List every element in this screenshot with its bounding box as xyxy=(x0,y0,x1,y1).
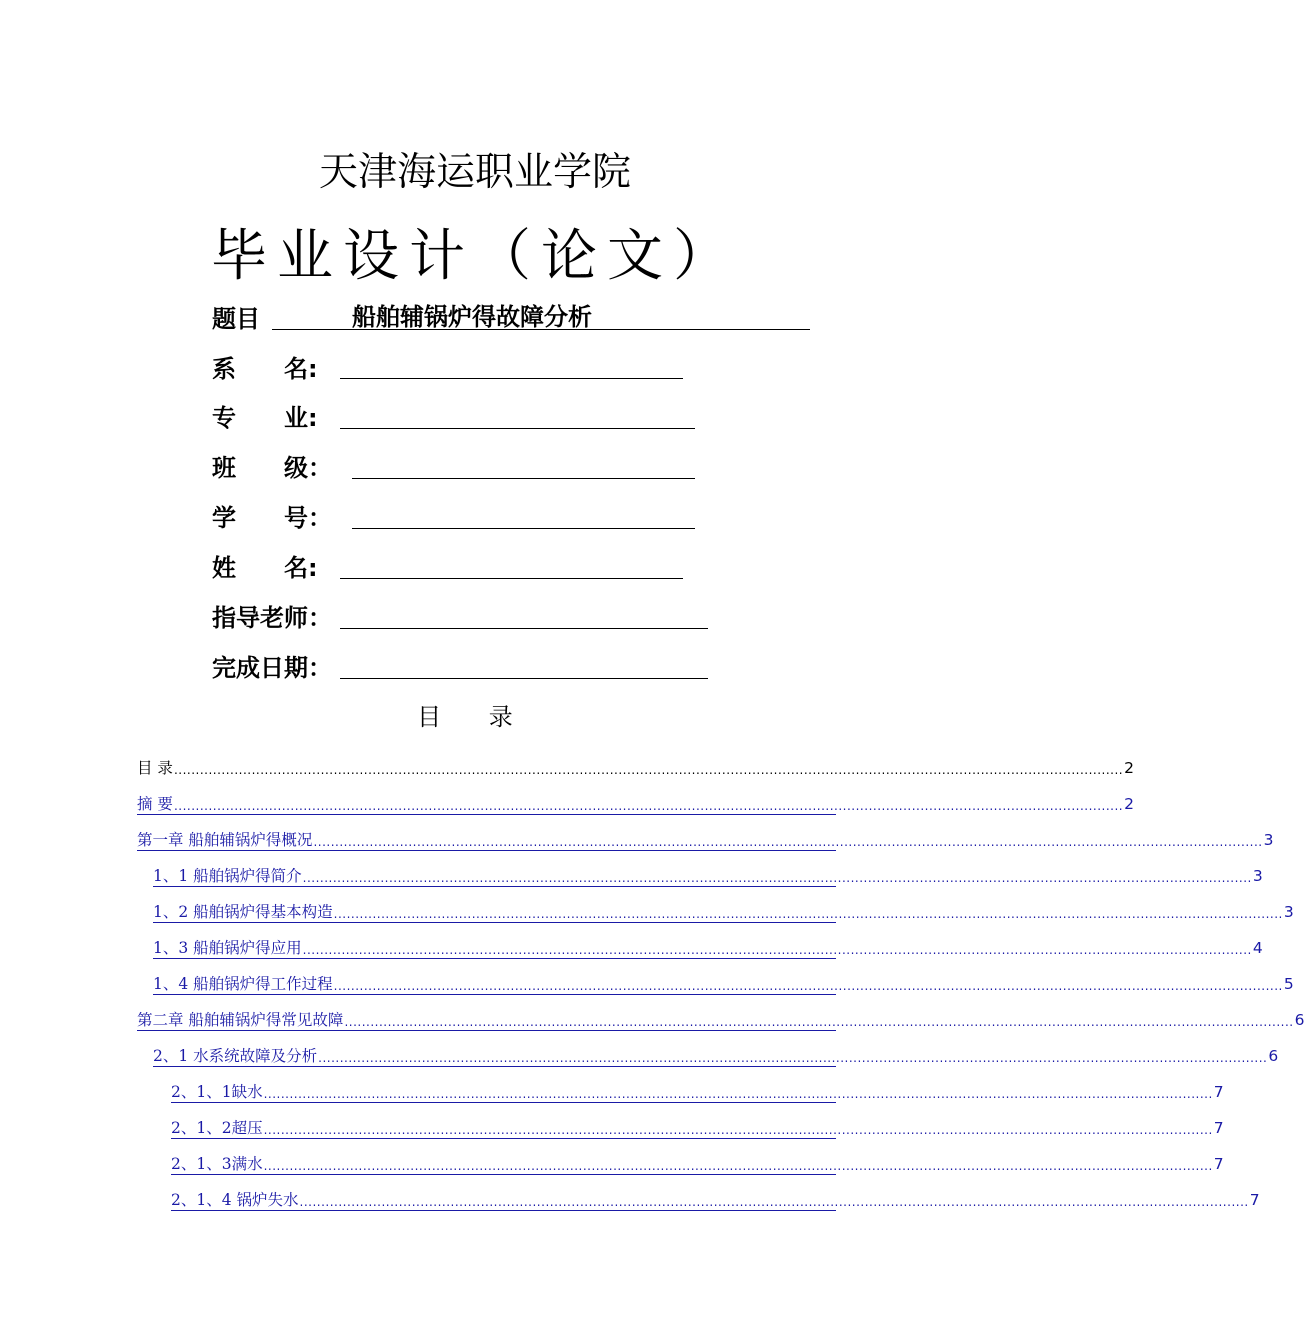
field-class-line[interactable] xyxy=(352,478,695,479)
toc-leader: ............................................................................................................................................................................................................................ xyxy=(302,871,1252,885)
field-major-line[interactable] xyxy=(340,428,695,429)
toc-entry[interactable] xyxy=(153,1044,1279,1067)
field-name-label: 姓 名: xyxy=(212,554,318,582)
toc-leader: ............................................................................................................................................................................................................................ xyxy=(299,1195,1249,1209)
toc-leader: ............................................................................................................................................................................................................................ xyxy=(263,1087,1213,1101)
toc-leader: ............................................................................................................................................................................................................................ xyxy=(173,799,1124,813)
topic-value: 船舶辅锅炉得故障分析 xyxy=(352,303,592,331)
toc-entry-page: 4 xyxy=(1252,939,1263,957)
toc-entry-text: 2、1 水系统故障及分析 xyxy=(153,1047,318,1065)
toc-entry-text: 2、1、4 锅炉失水 xyxy=(171,1191,299,1209)
toc-entry-page: 3 xyxy=(1283,903,1294,921)
toc-entry[interactable] xyxy=(153,864,1263,887)
toc-title: 目 录 xyxy=(417,703,533,731)
toc-leader: ............................................................................................................................................................................................................................ xyxy=(263,1159,1213,1173)
toc-entry-text: 1、3 船舶锅炉得应用 xyxy=(153,939,302,957)
field-student-id-line[interactable] xyxy=(352,528,695,529)
toc-entry[interactable] xyxy=(137,828,1274,851)
toc-entry-page: 2 xyxy=(1124,759,1134,777)
toc-entry-page: 6 xyxy=(1268,1047,1279,1065)
field-date-line[interactable] xyxy=(340,678,708,679)
toc-entry[interactable] xyxy=(171,1080,1224,1103)
toc-entry-text: 2、1、1缺水 xyxy=(171,1083,263,1101)
toc-entry[interactable] xyxy=(153,936,1263,959)
field-department-line[interactable] xyxy=(340,378,683,379)
field-class-label: 班 级： xyxy=(212,454,332,482)
toc-entry-text: 2、1、3满水 xyxy=(171,1155,263,1173)
toc-entry-page: 7 xyxy=(1249,1191,1260,1209)
toc-entry-page: 7 xyxy=(1213,1155,1224,1173)
toc-entry-page: 5 xyxy=(1283,975,1294,993)
toc-entry-page: 6 xyxy=(1294,1011,1305,1029)
toc-entry-page: 3 xyxy=(1252,867,1263,885)
field-major-label: 专 业: xyxy=(212,404,318,432)
toc-entry-text: 第二章 船舶辅锅炉得常见故障 xyxy=(137,1011,344,1029)
toc-entry[interactable] xyxy=(153,900,1294,923)
toc-leader: ............................................................................................................................................................................................................................ xyxy=(263,1123,1213,1137)
toc-entry-text: 摘 要 xyxy=(137,795,173,813)
toc-entry-page: 2 xyxy=(1124,795,1134,813)
toc-entry-text: 第一章 船舶辅锅炉得概况 xyxy=(137,831,313,849)
field-name-line[interactable] xyxy=(340,578,683,579)
field-student-id-label: 学 号： xyxy=(212,504,332,532)
toc-entry[interactable] xyxy=(171,1152,1224,1175)
toc-leader: ............................................................................................................................................................................................................................ xyxy=(173,763,1124,777)
topic-label: 题目 xyxy=(212,305,260,333)
toc-entry-text: 1、4 船舶锅炉得工作过程 xyxy=(153,975,333,993)
toc-entry-text: 1、2 船舶锅炉得基本构造 xyxy=(153,903,333,921)
field-department-label: 系 名: xyxy=(212,355,318,383)
toc-entry-text: 1、1 船舶锅炉得简介 xyxy=(153,867,302,885)
toc-entry[interactable] xyxy=(137,792,1134,815)
toc-leader: ............................................................................................................................................................................................................................ xyxy=(333,979,1283,993)
thesis-title: 毕业设计（论文） xyxy=(211,224,739,289)
toc-entry-page: 3 xyxy=(1263,831,1274,849)
toc-entry-page: 7 xyxy=(1213,1083,1224,1101)
toc-entry[interactable] xyxy=(137,1008,1305,1031)
toc-leader: ............................................................................................................................................................................................................................ xyxy=(318,1051,1268,1065)
toc-entry-text: 目 录 xyxy=(137,759,173,777)
toc-leader: ............................................................................................................................................................................................................................ xyxy=(344,1015,1294,1029)
toc-leader: ............................................................................................................................................................................................................................ xyxy=(302,943,1252,957)
toc-entry[interactable] xyxy=(171,1116,1224,1139)
toc-leader: ............................................................................................................................................................................................................................ xyxy=(313,835,1263,849)
toc-entry-text: 2、1、2超压 xyxy=(171,1119,263,1137)
field-advisor-line[interactable] xyxy=(340,628,708,629)
toc-leader: ............................................................................................................................................................................................................................ xyxy=(333,907,1283,921)
toc-entry[interactable] xyxy=(137,756,1134,778)
toc-entry[interactable] xyxy=(153,972,1294,995)
field-date-label: 完成日期： xyxy=(212,654,332,682)
toc-entry[interactable] xyxy=(171,1188,1260,1211)
school-name: 天津海运职业学院 xyxy=(318,150,631,195)
toc-entry-page: 7 xyxy=(1213,1119,1224,1137)
field-advisor-label: 指导老师： xyxy=(212,604,332,632)
